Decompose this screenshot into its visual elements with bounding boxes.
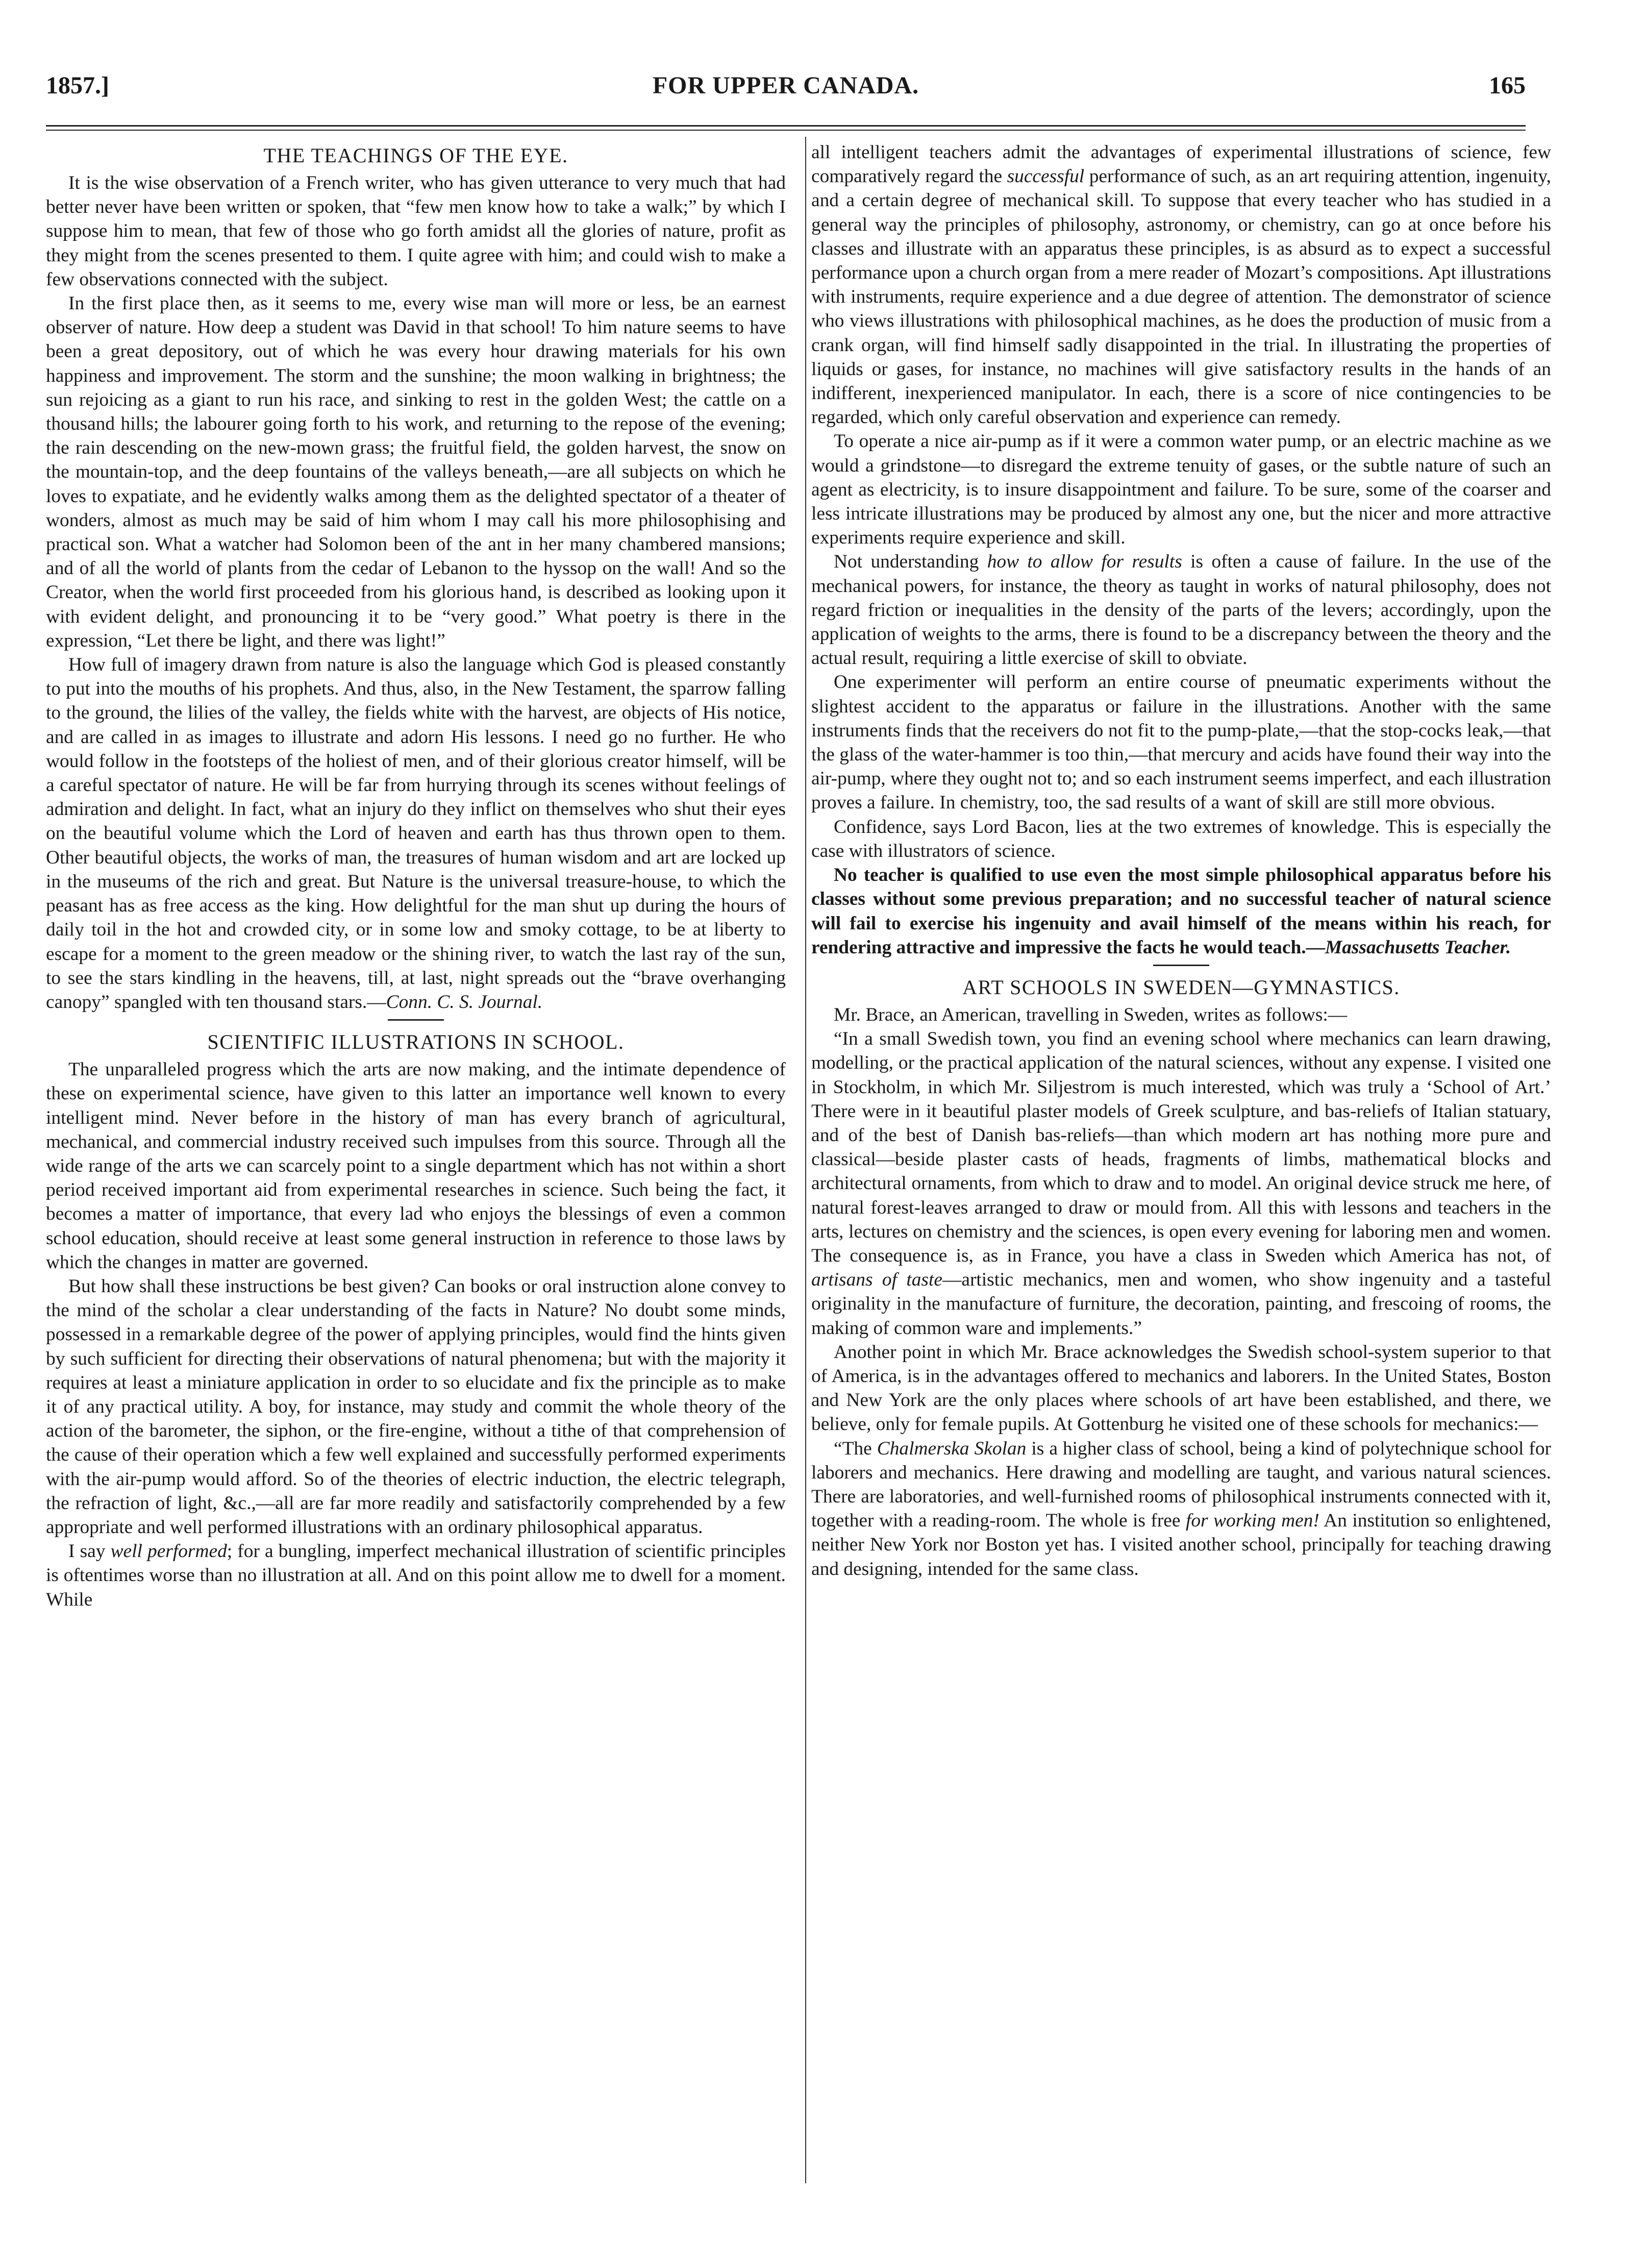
teachings-paragraph-3-text: How full of imagery drawn from nature is also the language which God is pleased constantly to put into the mouths of his prophets. And thus, also, in the New Testament, the sparrow falling to the ground, the lilies of the valley, the fields white with the harvest, are objects of His notice, and are called in as images to illustrate and adorn His lessons. I need go no further. He who would follow in the footsteps of the holiest of men, and of their glorious creator himself, will be a careful spectator of nature. He will be far from hurrying through its scenes without feelings of admiration and delight. In fact, what an injury do they inflict on themselves who shut their eyes on the beautiful volume which the Lord of heaven and earth has thus thrown open to them. Other beautiful objects, the works of man, the treasures of human wisdom and art are locked up in the museums of the rich and great. But Nature is the universal treasure-house, to which the peasant has as free access as the king. How delightful for the man shut up during the hours of daily toil in the hot and crowded city, or in some low and smoky cottage, to be at liberty to escape for a moment to the green meadow or the shining river, to watch the last ray of the sun, to see the stars kindling in the heavens, till, at last, night spreads out the “brave overhanging canopy” spangled with ten thousand stars.— <box>46 654 786 1013</box>
scientific-paragraph-5: To operate a nice air-pump as if it were a common water pump, or an electric machine as we would a grindstone—to disregard the extreme tenuity of gases, or the subtle nature of such an agent as electricity, is to insure disappointment and failure. To be sure, some of the coarser and less intricate illustrations may be produced by almost any one, but the nicer and more attractive experiments require experience and skill. <box>811 431 1551 549</box>
art-p2-b: —artistic mechanics, men and women, who show ingenuity and a tasteful originality in the manufacture of furniture, the decoration, painting, and frescoing of rooms, the making of common ware and implements.” <box>811 1269 1551 1339</box>
header-page-number: 165 <box>1489 72 1526 99</box>
scientific-p9-text: No teacher is qualified to use even the most simple philosophical apparatus before his classes without some previous preparation; and no successful teacher of natural science will fail to exercise his ingenuity and avail himself of the means within his reach, for rendering attractive and impressive the facts he would teach.— <box>811 865 1551 958</box>
header-rule-thick <box>46 125 1526 127</box>
teachings-source: Conn. C. S. Journal. <box>386 991 543 1013</box>
header-title: FOR UPPER CANADA. <box>652 72 919 99</box>
scientific-p3-emphasis: well performed <box>110 1541 227 1562</box>
art-paragraph-1: Mr. Brace, an American, travelling in Sweden, writes as follows:— <box>834 1004 1348 1025</box>
scientific-p6-a: Not understanding <box>834 551 987 573</box>
art-p4-emphasis-1: Chalmerska Skolan <box>877 1438 1027 1459</box>
article-separator-2 <box>1153 965 1209 966</box>
scientific-paragraph-7: One experimenter will perform an entire course of pneumatic experiments without the slightest accident to the apparatus or failure in the illustrations. Another with the same instruments finds that the receivers do not fit to the pump-plate,—that the stop-cocks leak,—that the glass of the water-hammer is too thin,—that mercury and acids have found their way into the air-pump, where they ought not to; and so each instrument seems imperfect, and each illustration proves a failure. In chemistry, too, the sad results of a want of skill are still more obvious. <box>811 672 1551 813</box>
scientific-paragraph-3 <box>46 1539 786 1612</box>
scientific-paragraph-8: Confidence, says Lord Bacon, lies at the two extremes of knowledge. This is especially the case with illustrators of science. <box>811 816 1551 861</box>
art-p4-emphasis-2: for working men! <box>1185 1510 1319 1532</box>
art-paragraph-2 <box>811 1027 1551 1340</box>
scientific-paragraph-9 <box>811 863 1551 959</box>
header-rule-thin <box>46 130 1526 131</box>
scientific-p3-start: I say <box>68 1541 111 1562</box>
left-column <box>46 140 786 1612</box>
scientific-paragraph-4 <box>811 140 1551 429</box>
running-head <box>46 71 1526 112</box>
teachings-paragraph-3 <box>46 653 786 1014</box>
scientific-p4-a: all intelligent teachers admit the advantages of experimental illustrations of science, few comparatively regard the <box>811 142 1551 187</box>
column-divider <box>805 137 806 2183</box>
art-p4-a: “The <box>834 1438 877 1459</box>
art-paragraph-4 <box>811 1437 1551 1581</box>
right-column <box>811 140 1551 1581</box>
article-title-art-schools: ART SCHOOLS IN SWEDEN—GYMNASTICS. <box>962 975 1400 999</box>
article-separator <box>388 1019 444 1021</box>
article-title-teachings: THE TEACHINGS OF THE EYE. <box>263 144 568 167</box>
scientific-p4-b: performance of such, as an art requiring attention, ingenuity, and a certain degree of mechanical skill. To suppose that every teacher who has studied in a general way the principles of philosophy, astronomy, or chemistry, can go at once before his classes and illustrate with an apparatus these principles, is as absurd as to expect a successful performance upon a church organ from a mere reader of Mozart’s compositions. Apt illustrations with instruments, require experience and a due degree of attention. The demonstrator of science who views illustrations with philosophical machines, as he does the production of music from a crank organ, will find himself sadly disappointed in the trial. In illustrating the properties of liquids or gases, for instance, no machines will give satisfactory results in the hands of an indifferent, inexperienced manipulator. In each, there is a score of nice contingencies to be regarded, which only careful observation and experience can remedy. <box>811 166 1551 428</box>
art-p4-b: is a higher class of school, being a kind of polytechnique school for laborers and mechanics. Here drawing and modelling are taught, and various natural sciences. There are laboratories, and well-furnished rooms of philosophical instruments connected with it, together with a reading-room. The whole is free <box>811 1438 1552 1532</box>
scientific-p6-b: is often a cause of failure. In the use of the mechanical powers, for instance, the theory as taught in works of natural philosophy, does not regard friction or inequalities in the density of the parts of the levers; accordingly, upon the application of weights to the arms, there is found to be a discrepancy between the theory and the actual result, requiring a little exercise of skill to obviate. <box>811 551 1551 669</box>
scientific-source: Massachusetts Teacher. <box>1325 936 1511 958</box>
scientific-p6-emphasis: how to allow for results <box>987 551 1182 573</box>
scientific-paragraph-1: The unparalleled progress which the arts are now making, and the intimate dependence of these on experimental science, have given to this latter an importance well known to every intelligent mind. Never before in the history of man has every branch of agricultural, mechanical, and commercial industry received such impulses from this source. Through all the wide range of the arts we can scarcely point to a single department which has not within a short period received important aid from experimental researches in science. Such being the fact, it becomes a matter of importance, that every lad who enjoys the blessings of even a common school education, should receive at least some general instruction in reference to those laws by which the changes in matter are governed. <box>46 1059 786 1273</box>
art-p2-emphasis: artisans of taste <box>811 1269 942 1291</box>
art-paragraph-3: Another point in which Mr. Brace acknowledges the Swedish school-system superior to that of America, is in the advantages offered to mechanics and laborers. In the United States, Boston and New York are the only places where schools of art have been established, and there, we believe, only for female pupils. At Gottenburg he visited one of these schools for mechanics:— <box>811 1341 1551 1435</box>
scientific-p3-rest: ; for a bungling, imperfect mechanical illustration of scientific principles is oftentimes worse than no illustration at all. And on this point allow me to dwell for a moment. While <box>46 1541 786 1610</box>
art-p2-a: “In a small Swedish town, you find an evening school where mechanics can learn drawing, modelling, or the practical application of the natural sciences, without any expense. I visited one in Stockholm, in which Mr. Siljestrom is much interested, which was truly a ‘School of Art.’ There were in it beautiful plaster models of Greek sculpture, and bas-reliefs of Italian statuary, and of the best of Danish bas-reliefs—than which modern art has nothing more pure and classical—beside plaster casts of heads, fragments of limbs, mathematical blocks and architectural ornaments, from which to draw and to model. An original device struck me here, of natural forest-leaves arranged to draw or mould from. All this with lessons and teachers in the arts, lectures on chemistry and the sciences, is open every evening for laboring men and women. The consequence is, as in France, you have a class in Sweden which America has not, of <box>811 1028 1551 1266</box>
scientific-p4-emphasis: successful <box>1007 166 1085 187</box>
teachings-paragraph-1: It is the wise observation of a French writer, who has given utterance to very much that had better never have been written or spoken, that “few men know how to take a walk;” by which I suppose him to mean, that few of those who go forth amidst all the glories of nature, profit as they might from the scenes presented to them. I quite agree with him; and could wish to make a few observations connected with the subject. <box>46 172 786 290</box>
header-year: 1857.] <box>46 72 109 99</box>
scientific-paragraph-6 <box>811 550 1551 670</box>
art-p4-c: An institution so enlightened, neither New York nor Boston yet has. I visited another school, principally for teaching drawing and designing, intended for the same class. <box>811 1510 1551 1580</box>
scientific-paragraph-2: But how shall these instructions be best given? Can books or oral instruction alone convey to the mind of the scholar a clear understanding of the facts in Nature? No doubt some minds, possessed in a remarkable degree of the power of applying principles, would find the hints given by such sufficient for directing their observations of natural phenomena; but with the majority it requires at least a miniature application in order to so elucidate and fix the principle as to make it of any practical utility. A boy, for instance, may study and commit the whole theory of the action of the barometer, the siphon, or the fire-engine, without a tithe of that comprehension of the cause of their operation which a few well explained and successfully performed experiments with the air-pump would afford. So of the theories of electric induction, the electric telegraph, the refraction of light, &c.,—all are far more readily and satisfactorily comprehended by a few appropriate and well performed illustrations with an ordinary philosophical apparatus. <box>46 1275 786 1538</box>
teachings-paragraph-2: In the first place then, as it seems to me, every wise man will more or less, be an earnest observer of nature. How deep a student was David in that school! To him nature seems to have been a great depository, out of which he was every hour drawing materials for his own happiness and improvement. The storm and the sunshine; the moon walking in brightness; the sun rejoicing as a giant to run his race, and sinking to rest in the golden West; the cattle on a thousand hills; the labourer going forth to his work, and returning to the repose of the evening; the rain descending on the new-mown grass; the fruitful field, the golden harvest, the snow on the mountain-top, and the deep fountains of the valleys beneath,—are all subjects on which he loves to expatiate, and he evidently walks among them as the delighted spectator of a theater of wonders, almost as much may be said of him whom I may call his more philosophising and practical son. What a watcher had Solomon been of the ant in her many chambered mansions; and of all the world of plants from the cedar of Lebanon to the hyssop on the wall! And so the Creator, when the world first proceeded from his glorious hand, is described as looking upon it with evident delight, and pronouncing it to be “very good.” What poetry is there in the expression, “Let there be light, and there was light!” <box>46 293 786 651</box>
article-title-scientific: SCIENTIFIC ILLUSTRATIONS IN SCHOOL. <box>207 1030 625 1054</box>
